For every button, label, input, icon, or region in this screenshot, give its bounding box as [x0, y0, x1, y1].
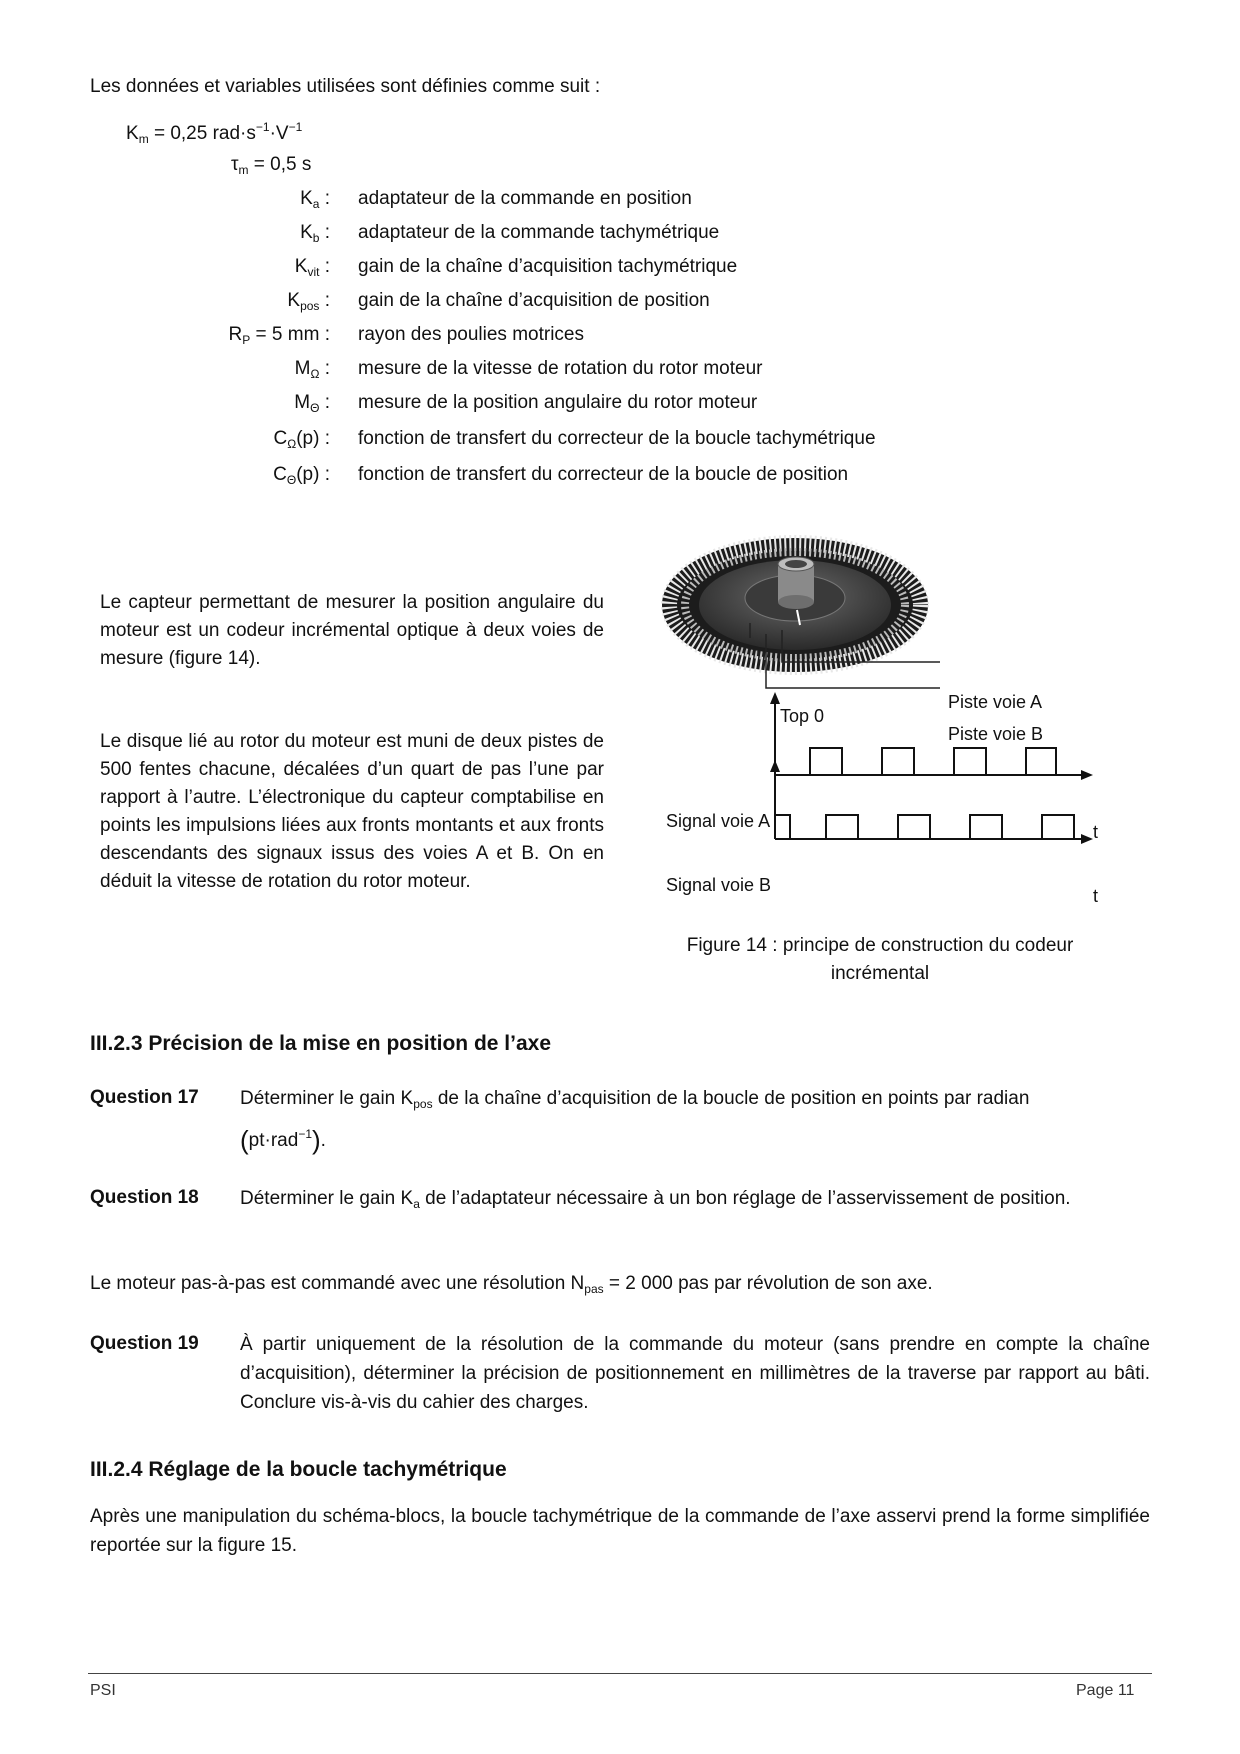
definition-description: rayon des poulies motrices — [358, 324, 584, 345]
label-signal-a: Signal voie A — [666, 811, 771, 831]
definition-symbol: $K_{pos}$ : — [287, 290, 330, 313]
footer-left: PSI — [90, 1682, 116, 1699]
definition-description: mesure de la position angulaire du rotor moteur — [358, 392, 758, 413]
intro-text: Les données et variables utilisées sont définies comme suit : — [90, 76, 601, 97]
definition-description: gain de la chaîne d’acquisition tachymétrique — [358, 256, 738, 277]
label-signal-b: Signal voie B — [666, 875, 772, 895]
def-km: $K_m = 0,25$ $rad\cdot s^{-1}\cdot V^{-1}$ — [126, 120, 303, 146]
signal-b-waveform — [770, 760, 1093, 844]
definition-description: adaptateur de la commande tachymétrique — [358, 222, 720, 243]
final-paragraph: Après une manipulation du schéma-blocs, la boucle tachymétrique de la commande de l’axe asservi prend la forme simplifiée reportée sur la figure 15. — [90, 1506, 1150, 1556]
footer-divider — [88, 1673, 1152, 1674]
label-t-b: t — [1093, 886, 1099, 906]
figure-caption: Figure 14 : principe de construction du codeur incrémental — [686, 935, 1074, 984]
figure-14 — [660, 530, 1140, 930]
footer-page-number: Page 11 — [1076, 1682, 1135, 1699]
label-piste-a: Piste voie A — [948, 692, 1043, 712]
encoder-figure-svg — [660, 530, 1140, 930]
definition-symbol: $K_b$ : — [300, 222, 330, 245]
definition-symbol: $K_{vit}$ : — [294, 256, 330, 279]
question-18-label: Question 18 — [90, 1187, 199, 1208]
section-title-223: III.2.3 Précision de la mise en position de l’axe — [90, 1032, 552, 1055]
definition-symbol: $M_\Omega$ : — [294, 358, 330, 381]
encoder-disk — [662, 538, 928, 672]
definition-symbol: $M_\Theta$ : — [294, 392, 330, 415]
capteur-paragraph: Le capteur permettant de mesurer la position angulaire du moteur est un codeur incrémental optique à deux voies de mesure (figure 14). — [100, 592, 604, 669]
definition-description: gain de la chaîne d’acquisition de position — [358, 290, 710, 311]
label-top0: Top 0 — [780, 706, 825, 726]
definition-description: mesure de la vitesse de rotation du rotor moteur — [358, 358, 763, 379]
def-taum: $\tau_m = 0,5$ s — [231, 154, 312, 177]
section-title-224: III.2.4 Réglage de la boucle tachymétrique — [90, 1458, 507, 1481]
definition-symbol: $R_P = 5$ mm : — [228, 324, 330, 347]
question-18-text: Déterminer le gain $K_a$ de l’adaptateur nécessaire à un bon réglage de l’asservissement de position. — [240, 1188, 1071, 1211]
moteur-line: Le moteur pas-à-pas est commandé avec une résolution $N_{pas} = 2$ 000 pas par révolution de son axe. — [90, 1273, 933, 1296]
question-19-text: À partir uniquement de la résolution de la commande du moteur (sans prendre en compte la chaîne d’acquisition), déterminer la précision de positionnement en millimètres de la traverse par rapport au bâti. Conclure vis-à-vis du cahier des charges. — [240, 1334, 1150, 1413]
disque-paragraph: Le disque lié au rotor du moteur est muni de deux pistes de 500 fentes chacune, décalées d’un quart de pas l’une par rapport à l’autre. L’électronique du capteur comptabilise en points les impulsions liées aux fronts montants et aux fronts descendants des signaux issus des voies A et B. On en déduit la vitesse de rotation du rotor moteur. — [100, 731, 604, 892]
definition-symbol: $C_\Theta(p)$ : — [273, 464, 330, 487]
definition-description: adaptateur de la commande en position — [358, 188, 692, 209]
definition-symbol: $K_a$ : — [300, 188, 330, 211]
question-19-label: Question 19 — [90, 1333, 199, 1354]
question-17-text: Déterminer le gain $K_{pos}$ de la chaîne d’acquisition de la boucle de position en points par radian (pt·rad$^{-1}$). — [240, 1088, 1030, 1155]
label-piste-b: Piste voie B — [948, 724, 1044, 744]
question-17-label: Question 17 — [90, 1087, 199, 1108]
definition-symbol: $C_\Omega(p)$ : — [273, 428, 330, 451]
definition-description: fonction de transfert du correcteur de la boucle de position — [358, 464, 849, 485]
definition-description: fonction de transfert du correcteur de la boucle tachymétrique — [358, 428, 876, 449]
label-t-a: t — [1093, 822, 1099, 842]
